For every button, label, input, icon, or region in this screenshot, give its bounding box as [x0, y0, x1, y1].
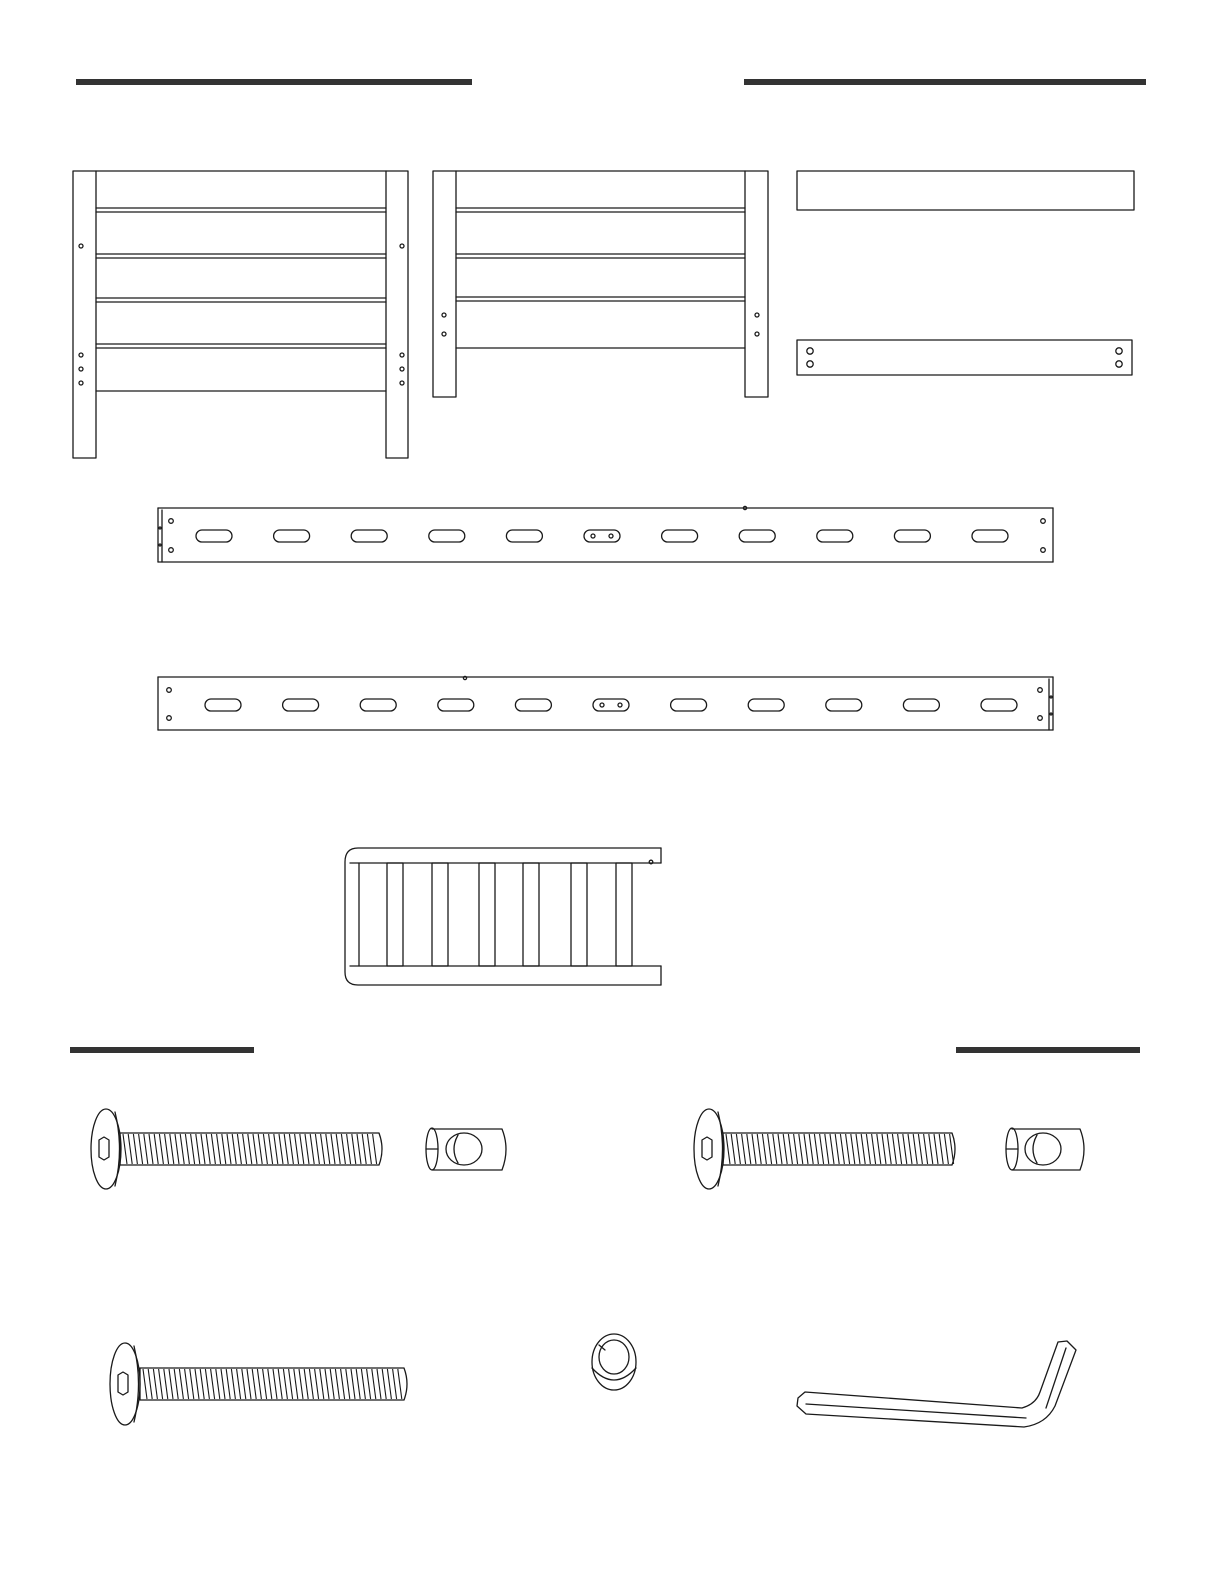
lock-washer — [592, 1334, 636, 1390]
bolt-thread — [227, 1134, 231, 1164]
bolt-thread — [289, 1369, 293, 1399]
bolt-thread — [263, 1134, 267, 1164]
parts-heading-rule-right — [744, 79, 1146, 85]
ladder-rung — [432, 863, 448, 966]
bolt-thread — [232, 1134, 236, 1164]
bolt-thread — [346, 1369, 350, 1399]
bolt-thread — [892, 1134, 896, 1164]
bolt-thread — [185, 1134, 189, 1164]
bolt-thread — [367, 1134, 371, 1164]
bolt-thread — [773, 1134, 777, 1164]
bolt-thread — [226, 1369, 230, 1399]
barrel-nut-2 — [1006, 1128, 1084, 1170]
bolt-thread — [794, 1134, 798, 1164]
bolt-thread — [179, 1369, 183, 1399]
bolt-thread — [320, 1369, 324, 1399]
bolt-thread — [201, 1134, 205, 1164]
bolt-thread — [175, 1134, 179, 1164]
bolt-thread — [205, 1369, 209, 1399]
ladder-rung — [479, 863, 495, 966]
bolt-thread — [752, 1134, 756, 1164]
bolt-thread — [279, 1134, 283, 1164]
bolt-thread — [835, 1134, 839, 1164]
bolt-thread — [361, 1369, 365, 1399]
bolt-thread — [200, 1369, 204, 1399]
parts-heading-rule-left — [76, 79, 472, 85]
bolt-thread — [356, 1369, 360, 1399]
bolt-thread — [170, 1134, 174, 1164]
rail-slot — [903, 699, 939, 711]
rail-slot — [748, 699, 784, 711]
bolt-thread — [331, 1134, 335, 1164]
bolt-thread — [191, 1134, 195, 1164]
bolt-thread — [315, 1369, 319, 1399]
rail-slot — [283, 699, 319, 711]
bolt-thread — [726, 1134, 730, 1164]
bolt-thread — [274, 1134, 278, 1164]
bolt-thread — [169, 1369, 173, 1399]
bolt-thread — [788, 1134, 792, 1164]
bolt-thread — [357, 1134, 361, 1164]
bolt-thread — [762, 1134, 766, 1164]
rail-slot — [972, 530, 1008, 542]
bolt-thread — [362, 1134, 366, 1164]
rail-slot — [196, 530, 232, 542]
ladder-rung — [616, 863, 632, 966]
bolt-thread — [295, 1134, 299, 1164]
bolt-thread — [195, 1369, 199, 1399]
bolt-thread — [206, 1134, 210, 1164]
long-hex-bolt — [91, 1109, 382, 1189]
bolt-thread — [913, 1134, 917, 1164]
bolt-thread — [315, 1134, 319, 1164]
bolt-thread — [309, 1369, 313, 1399]
bolt-thread — [851, 1134, 855, 1164]
rail-slot — [429, 530, 465, 542]
bolt-thread — [903, 1134, 907, 1164]
lock-washer-icon — [592, 1334, 636, 1390]
bolt-thread — [351, 1369, 355, 1399]
bolt-thread — [253, 1134, 257, 1164]
cross-rail-board — [797, 340, 1132, 375]
bolt-thread — [757, 1134, 761, 1164]
ladder-rung — [523, 863, 539, 966]
slot-pin — [591, 534, 595, 538]
bolt-thread — [840, 1134, 844, 1164]
allen-key-icon — [797, 1341, 1076, 1427]
bolt-thread — [856, 1134, 860, 1164]
ladder-rung — [387, 863, 403, 966]
bolt-thread — [367, 1369, 371, 1399]
bolt-thread — [148, 1369, 152, 1399]
bolt-thread — [283, 1369, 287, 1399]
bolt-thread — [398, 1369, 402, 1399]
bolt-thread — [877, 1134, 881, 1164]
bolt-thread — [263, 1369, 267, 1399]
bolt-thread — [299, 1369, 303, 1399]
allen-key — [797, 1341, 1076, 1427]
bolt-thread — [294, 1369, 298, 1399]
bolt-thread — [830, 1134, 834, 1164]
bolt-thread — [237, 1134, 241, 1164]
rail-slot — [274, 530, 310, 542]
bolt-thread — [247, 1369, 251, 1399]
rail-slot — [662, 530, 698, 542]
bolt-thread — [387, 1369, 391, 1399]
bolt-thread — [153, 1369, 157, 1399]
bolt-thread — [336, 1134, 340, 1164]
bolt-thread — [908, 1134, 912, 1164]
bolt-thread — [242, 1369, 246, 1399]
bolt-thread — [768, 1134, 772, 1164]
medium-hex-bolt — [694, 1109, 955, 1189]
rail-slot — [739, 530, 775, 542]
bolt-thread — [273, 1369, 277, 1399]
bolt-thread — [804, 1134, 808, 1164]
bolt-thread — [248, 1134, 252, 1164]
bolt-thread — [950, 1134, 954, 1164]
bolt-thread — [330, 1369, 334, 1399]
rail-slot — [894, 530, 930, 542]
top-rail-board — [797, 171, 1134, 210]
bolt-thread — [185, 1369, 189, 1399]
bolt-thread — [305, 1134, 309, 1164]
bolt-thread — [341, 1369, 345, 1399]
bolt-thread — [217, 1134, 221, 1164]
bolt-thread — [278, 1369, 282, 1399]
bolt-thread — [352, 1134, 356, 1164]
bolt-thread — [924, 1134, 928, 1164]
rail-slot — [515, 699, 551, 711]
bolt-thread — [304, 1369, 308, 1399]
bolt-thread — [929, 1134, 933, 1164]
bolt-thread — [341, 1134, 345, 1164]
bolt-thread — [898, 1134, 902, 1164]
bolt-thread — [861, 1134, 865, 1164]
barrel-nut-icon — [1006, 1128, 1084, 1170]
bolt-thread — [174, 1369, 178, 1399]
rail-slot — [506, 530, 542, 542]
bolt-thread — [190, 1369, 194, 1399]
barrel-nut-icon — [426, 1128, 506, 1170]
bolt-thread — [799, 1134, 803, 1164]
bolt-thread — [300, 1134, 304, 1164]
bolt-thread — [159, 1134, 163, 1164]
rail-slot — [438, 699, 474, 711]
bolt-thread — [222, 1134, 226, 1164]
rail-slot — [584, 530, 620, 542]
bolt-thread — [237, 1369, 241, 1399]
bolt-thread — [216, 1369, 220, 1399]
bolt-thread — [820, 1134, 824, 1164]
rail-slot — [593, 699, 629, 711]
bolt-thread — [866, 1134, 870, 1164]
bolt-thread — [846, 1134, 850, 1164]
hex-bolt-icon — [110, 1343, 407, 1425]
bolt-thread — [143, 1369, 147, 1399]
bolt-thread — [347, 1134, 351, 1164]
slot-pin — [609, 534, 613, 538]
rail-slot — [205, 699, 241, 711]
bolt-thread — [221, 1369, 225, 1399]
bolt-thread — [825, 1134, 829, 1164]
bolt-thread — [154, 1134, 158, 1164]
bolt-thread — [180, 1134, 184, 1164]
bolt-thread — [918, 1134, 922, 1164]
bolt-thread — [123, 1134, 127, 1164]
bolt-thread — [778, 1134, 782, 1164]
bolt-thread — [326, 1134, 330, 1164]
short-hex-bolt — [110, 1343, 407, 1425]
bolt-thread — [165, 1134, 169, 1164]
ladder — [345, 848, 661, 985]
bolt-thread — [133, 1134, 137, 1164]
bolt-thread — [736, 1134, 740, 1164]
bolt-thread — [243, 1134, 247, 1164]
bolt-thread — [809, 1134, 813, 1164]
rail-slot — [671, 699, 707, 711]
bolt-thread — [139, 1134, 143, 1164]
bolt-thread — [377, 1369, 381, 1399]
bolt-thread — [310, 1134, 314, 1164]
rail-slot — [981, 699, 1017, 711]
bolt-thread — [164, 1369, 168, 1399]
side-rail-lower — [158, 676, 1053, 730]
bolt-thread — [382, 1369, 386, 1399]
side-rail-upper — [158, 506, 1053, 562]
bolt-thread — [373, 1134, 377, 1164]
bolt-thread — [939, 1134, 943, 1164]
bolt-thread — [284, 1134, 288, 1164]
bolt-thread — [872, 1134, 876, 1164]
bolt-thread — [731, 1134, 735, 1164]
rail-slot — [351, 530, 387, 542]
hex-bolt-icon — [694, 1109, 955, 1189]
bolt-thread — [211, 1369, 215, 1399]
hardware-heading-rule-right — [956, 1047, 1140, 1053]
bolt-thread — [149, 1134, 153, 1164]
bolt-thread — [128, 1134, 132, 1164]
slot-pin — [600, 703, 604, 707]
bolt-thread — [321, 1134, 325, 1164]
bolt-thread — [257, 1369, 261, 1399]
tall-end-panel — [73, 171, 408, 458]
rail-slot — [826, 699, 862, 711]
bolt-thread — [372, 1369, 376, 1399]
bolt-thread — [258, 1134, 262, 1164]
rail-slot — [817, 530, 853, 542]
bolt-thread — [196, 1134, 200, 1164]
hardware-heading-rule-left — [70, 1047, 254, 1053]
rail-slot — [360, 699, 396, 711]
ladder-rung — [571, 863, 587, 966]
short-end-panel — [433, 171, 768, 397]
bolt-thread — [268, 1369, 272, 1399]
bolt-thread — [393, 1369, 397, 1399]
bolt-thread — [934, 1134, 938, 1164]
bolt-thread — [144, 1134, 148, 1164]
bolt-thread — [747, 1134, 751, 1164]
bolt-thread — [325, 1369, 329, 1399]
bolt-thread — [742, 1134, 746, 1164]
barrel-nut-1 — [426, 1128, 506, 1170]
hex-bolt-icon — [91, 1109, 382, 1189]
bolt-thread — [231, 1369, 235, 1399]
bolt-thread — [887, 1134, 891, 1164]
bolt-thread — [289, 1134, 293, 1164]
bolt-thread — [252, 1369, 256, 1399]
bolt-thread — [211, 1134, 215, 1164]
bolt-thread — [335, 1369, 339, 1399]
bolt-thread — [814, 1134, 818, 1164]
bolt-thread — [944, 1134, 948, 1164]
bolt-thread — [882, 1134, 886, 1164]
bolt-thread — [783, 1134, 787, 1164]
slot-pin — [618, 703, 622, 707]
bolt-thread — [159, 1369, 163, 1399]
bolt-thread — [269, 1134, 273, 1164]
